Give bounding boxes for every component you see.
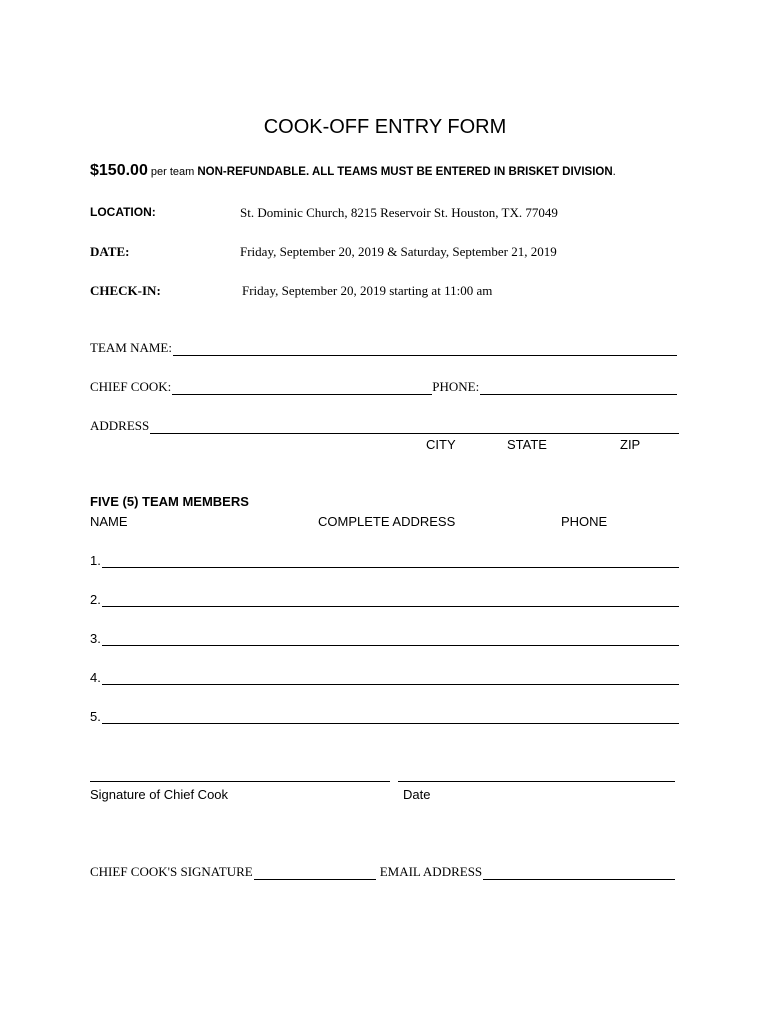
member-row-4 xyxy=(90,670,679,685)
member-row-number: 4. xyxy=(90,670,101,685)
check-in-value: Friday, September 20, 2019 starting at 11:00 am xyxy=(242,283,493,298)
email-address-label: EMAIL ADDRESS xyxy=(379,864,483,879)
state-label: STATE xyxy=(507,437,547,452)
member-row-number: 3. xyxy=(90,631,101,646)
location-label: LOCATION: xyxy=(90,205,156,219)
chief-cook-label: CHIEF COOK: xyxy=(90,379,172,394)
member-field-3[interactable] xyxy=(102,633,679,646)
member-field-4[interactable] xyxy=(102,672,679,685)
address-field[interactable] xyxy=(150,421,679,434)
team-members-heading: FIVE (5) TEAM MEMBERS xyxy=(90,494,249,509)
form-title: COOK-OFF ENTRY FORM xyxy=(263,116,507,138)
member-row-2 xyxy=(90,592,679,607)
member-row-number: 5. xyxy=(90,709,101,724)
date-value: Friday, September 20, 2019 & Saturday, September 21, 2019 xyxy=(240,244,557,259)
phone-label: PHONE: xyxy=(432,379,480,394)
team-name-row xyxy=(90,340,677,356)
member-field-2[interactable] xyxy=(102,594,679,607)
chief-cook-field[interactable] xyxy=(172,382,432,395)
team-name-field[interactable] xyxy=(173,343,677,356)
chief-cook-row xyxy=(90,379,677,395)
chief-cook-signature-line[interactable] xyxy=(90,780,390,782)
address-row xyxy=(90,418,679,434)
member-field-1[interactable] xyxy=(102,555,679,568)
location-value: St. Dominic Church, 8215 Reservoir St. Houston, TX. 77049 xyxy=(240,205,558,220)
signature-chief-cook-label: Signature of Chief Cook xyxy=(90,787,229,802)
city-label: CITY xyxy=(426,437,456,452)
address-label: ADDRESS xyxy=(90,418,150,433)
member-field-5[interactable] xyxy=(102,711,679,724)
fee-per-team: per team xyxy=(147,166,198,178)
signature-date-label: Date xyxy=(403,787,431,802)
chief-cook-signature-label: CHIEF COOK'S SIGNATURE xyxy=(90,864,253,879)
signature-email-row xyxy=(90,864,675,880)
date-signature-line[interactable] xyxy=(398,780,675,782)
chief-cook-signature-field[interactable] xyxy=(254,867,376,880)
member-row-1 xyxy=(90,553,679,568)
date-label: DATE: xyxy=(90,244,130,259)
member-row-number: 2. xyxy=(90,592,101,607)
member-phone-column: PHONE xyxy=(561,514,608,529)
phone-field[interactable] xyxy=(480,382,677,395)
fee-amount: $150.00 xyxy=(90,162,148,179)
email-address-field[interactable] xyxy=(483,867,675,880)
fee-period: . xyxy=(612,166,616,178)
fee-notice-text: NON-REFUNDABLE. ALL TEAMS MUST BE ENTERED IN BRISKET DIVISION xyxy=(197,166,613,178)
member-row-3 xyxy=(90,631,679,646)
member-row-5 xyxy=(90,709,679,724)
member-name-column: NAME xyxy=(90,514,128,529)
fee-notice xyxy=(90,162,616,180)
check-in-label: CHECK-IN: xyxy=(90,283,161,298)
zip-label: ZIP xyxy=(620,437,641,452)
member-address-column: COMPLETE ADDRESS xyxy=(318,514,456,529)
member-row-number: 1. xyxy=(90,553,101,568)
team-name-label: TEAM NAME: xyxy=(90,340,172,355)
